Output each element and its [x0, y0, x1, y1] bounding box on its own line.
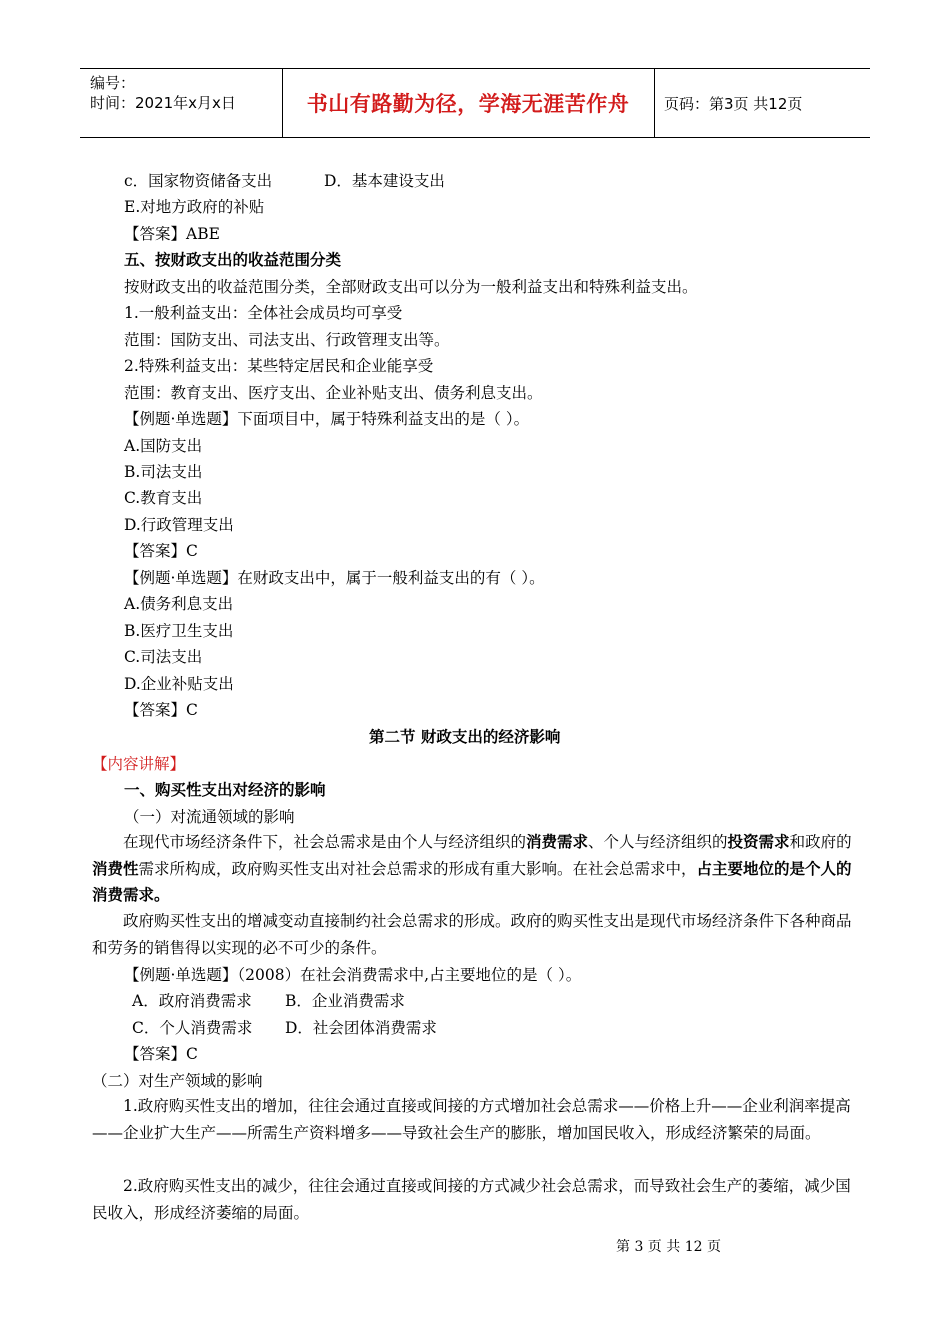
option: B.医疗卫生支出 [124, 622, 234, 640]
option-c: c．国家物资储备支出 [124, 172, 273, 190]
paragraph-text: 在现代市场经济条件下，社会总需求是由个人与经济组织的 [123, 833, 527, 851]
answer: 【答案】ABE [124, 225, 220, 243]
question: 【例题·单选题】在财政支出中，属于一般利益支出的有（ ）。 [124, 569, 545, 587]
option-d: D．基本建设支出 [324, 172, 445, 190]
question: 【例题·单选题】下面项目中，属于特殊利益支出的是（ ）。 [124, 410, 530, 428]
text-line: 范围：教育支出、医疗支出、企业补贴支出、债务利息支出。 [124, 384, 543, 402]
subsection-heading: 一、购买性支出对经济的影响 [124, 780, 326, 799]
option: C.教育支出 [124, 489, 203, 507]
option: B.司法支出 [124, 463, 203, 481]
answer: 【答案】C [124, 1045, 198, 1063]
emphasis: 消费性 [92, 858, 139, 878]
text-line: 按财政支出的收益范围分类，全部财政支出可以分为一般利益支出和特殊利益支出。 [124, 278, 698, 296]
option: A.国防支出 [124, 437, 203, 455]
text-line: 1.一般利益支出：全体社会成员均可享受 [124, 304, 403, 322]
option-e: E.对地方政府的补贴 [124, 198, 265, 216]
section-title: 第二节 财政支出的经济影响 [369, 727, 561, 746]
header-page-label: 页码：第3页 共12页 [664, 95, 803, 113]
header-motto: 书山有路勤为径，学海无涯苦作舟 [306, 92, 630, 116]
text-line: 范围：国防支出、司法支出、行政管理支出等。 [124, 331, 450, 349]
subsection-heading: （一）对流通领域的影响 [124, 808, 295, 826]
emphasis: 投资需求 [727, 832, 790, 851]
subsection-heading: （二）对生产领域的影响 [92, 1072, 263, 1090]
paragraph: 2.政府购买性支出的减少，往往会通过直接或间接的方式减少社会总需求，而导致社会生产的萎缩，减少国民收入，形成经济萎缩的局面。 [92, 1177, 851, 1222]
option: C.司法支出 [124, 648, 203, 666]
paragraph: 1.政府购买性支出的增加，往往会通过直接或间接的方式增加社会总需求——价格上升——企业利润率提高——企业扩大生产——所需生产资料增多——导致社会生产的膨胀，增加国民收入，形成经济繁荣的局面。 [92, 1097, 851, 1142]
option: D.企业补贴支出 [124, 675, 234, 693]
paragraph: 政府购买性支出的增减变动直接制约社会总需求的形成。政府的购买性支出是现代市场经济条件下各种商品和劳务的销售得以实现的必不可少的条件。 [92, 912, 852, 957]
answer: 【答案】C [124, 542, 198, 560]
section-heading: 五、按财政支出的收益范围分类 [124, 250, 342, 269]
option: D．社会团体消费需求 [285, 1019, 437, 1037]
paragraph-text: 、个人与经济组织的 [588, 833, 728, 851]
option: B．企业消费需求 [285, 992, 405, 1010]
paragraph [92, 829, 862, 909]
date-label: 时间：2021年x月x日 [90, 94, 236, 112]
header-divider [654, 69, 655, 137]
text-line: 2.特殊利益支出：某些特定居民和企业能享受 [124, 357, 434, 375]
number-label: 编号： [90, 74, 136, 92]
paragraph-text: 需求所构成，政府购买性支出对社会总需求的形成有重大影响。在社会总需求中， [138, 859, 697, 878]
emphasis: 占主要地位的是个人的消费需求。 [92, 858, 852, 904]
question: 【例题·单选题】（2008）在社会消费需求中,占主要地位的是（ ）。 [124, 966, 582, 984]
header-meta [90, 73, 236, 113]
paragraph-text: 和政府的 [789, 833, 852, 851]
option: D.行政管理支出 [124, 516, 234, 534]
answer: 【答案】C [124, 701, 198, 719]
option: A．政府消费需求 [132, 992, 252, 1010]
page-footer: 第 3 页 共 12 页 [616, 1239, 721, 1255]
content-label: 【内容讲解】 [92, 755, 186, 773]
option: A.债务利息支出 [124, 595, 234, 613]
emphasis: 消费需求 [526, 832, 589, 851]
option: C．个人消费需求 [132, 1019, 253, 1037]
page-header [80, 68, 870, 138]
